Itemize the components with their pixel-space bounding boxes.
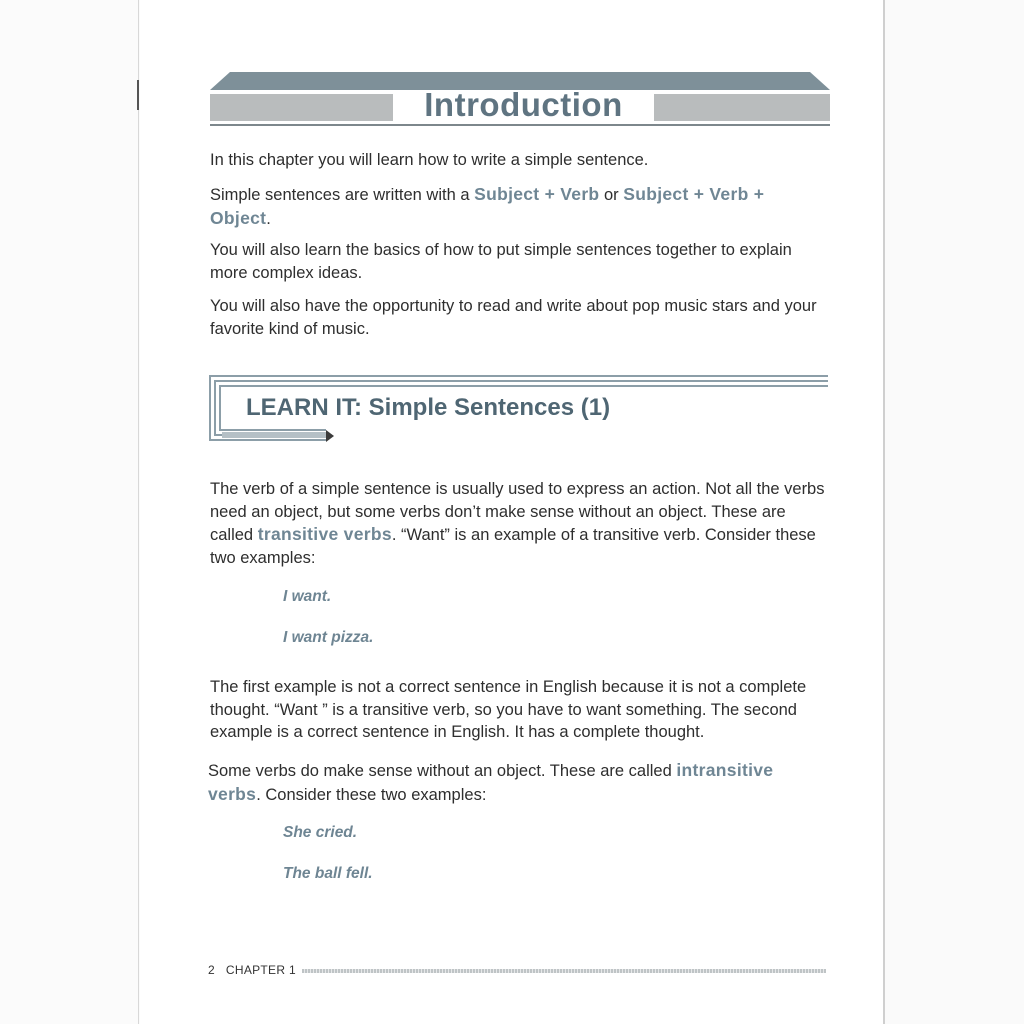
introduction-banner: [210, 72, 830, 128]
intro-paragraph-4: You will also have the opportunity to read and write about pop music stars and your favorite kind of music.: [210, 297, 817, 338]
highlight-transitive-verbs: transitive verbs: [257, 524, 392, 544]
learn-it-banner: [208, 374, 830, 446]
banner-left-bar: [210, 94, 393, 121]
banner-rule: [210, 124, 830, 126]
page-left-margin: [0, 0, 140, 1024]
highlight-subject-verb: Subject + Verb: [474, 184, 600, 204]
section-title-learn-it: LEARN IT: Simple Sentences (1): [246, 394, 611, 421]
page-number: 2: [208, 963, 215, 977]
highlight-subject-verb-object: Subject + Verb + Object: [210, 184, 765, 228]
footer-rule: [302, 969, 826, 973]
example-she-cried: She cried.: [283, 824, 358, 841]
example-the-ball-fell: The ball fell.: [283, 865, 373, 882]
highlight-intransitive-verbs: intransitive verbs: [208, 760, 774, 804]
learn-paragraph-2: The first example is not a correct sentence in English because it is not a complete thought. “Want ” is a transitive verb, so you have to want something. The second example is a correct sentence in English. It has a complete thought.: [210, 678, 807, 741]
learn-paragraph-3: Some verbs do make sense without an object. These are called intransitive verbs. Consider these two examples:: [208, 760, 774, 804]
intro-paragraph-1: In this chapter you will learn how to write a simple sentence.: [210, 151, 649, 169]
chapter-label: CHAPTER 1: [225, 963, 296, 977]
learn-paragraph-1: The verb of a simple sentence is usually used to express an action. Not all the verbs need an object, but some verbs don’t make sense without an object. These are called transitive verbs. “Want” is an example of a transitive verb. Consider these two examples:: [210, 480, 825, 567]
page-left-edge: [138, 0, 139, 1024]
banner-right-bar: [654, 94, 830, 121]
example-i-want: I want.: [283, 588, 332, 605]
intro-paragraph-2: Simple sentences are written with a Subject + Verb or Subject + Verb + Object.: [210, 184, 765, 228]
example-i-want-pizza: I want pizza.: [283, 629, 374, 646]
page-right-edge: [883, 0, 885, 1024]
page-footer: [208, 963, 296, 977]
page-right-margin: [883, 0, 1024, 1024]
section-title-introduction: Introduction: [424, 86, 623, 123]
binding-mark: [137, 80, 139, 110]
intro-paragraph-3: You will also learn the basics of how to put simple sentences together to explain more complex ideas.: [210, 241, 792, 282]
